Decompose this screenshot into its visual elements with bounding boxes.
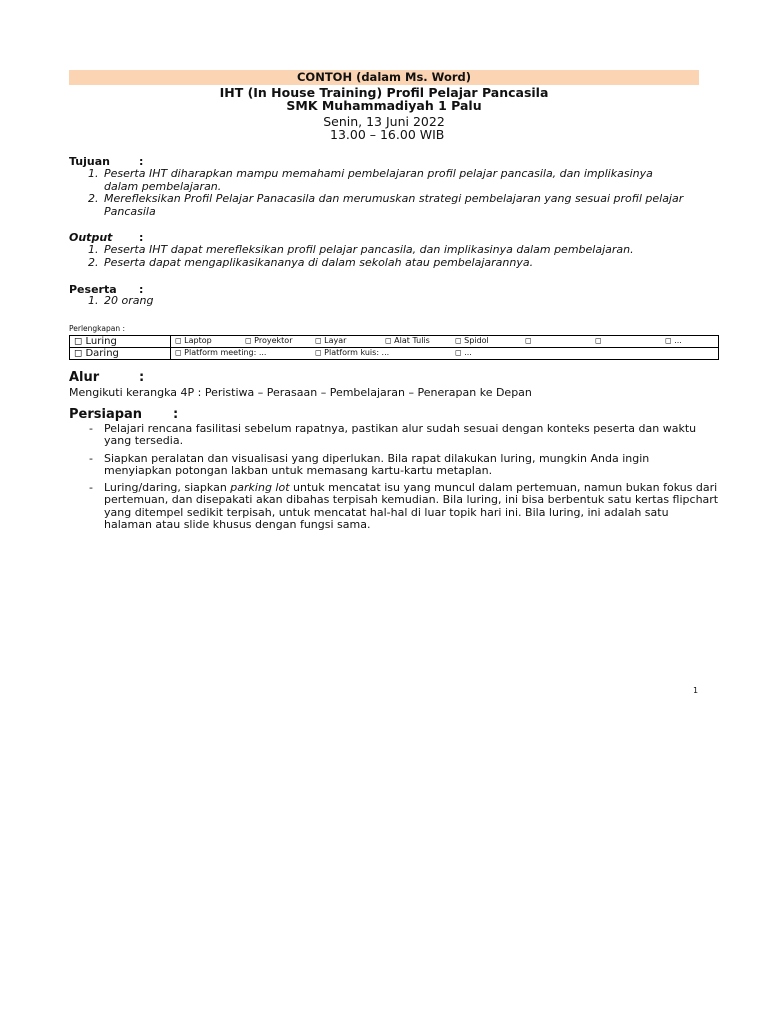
school-name: SMK Muhammadiyah 1 Palu	[286, 98, 482, 113]
luring-items-cell	[171, 336, 719, 348]
list-text: Siapkan peralatan dan visualisasi yang diperlukan. Bila rapat dilakukan luring, mungkin Anda ingin menyiapkan potongan lakban untuk memasang kartu-kartu metaplan.	[104, 451, 650, 477]
dash-bullet: -	[89, 422, 93, 435]
table-row	[70, 336, 719, 348]
daring-checkbox[interactable]: ◻ Daring	[70, 348, 171, 360]
alur-heading	[69, 370, 145, 385]
list-number: 1.	[88, 167, 99, 180]
daring-items-cell	[171, 348, 719, 360]
alur-label: Alur	[69, 370, 100, 385]
list-text: Peserta IHT diharapkan mampu memahami pembelajaran profil pelajar pancasila, dan implikasinya dalam pembelajaran.	[104, 167, 653, 193]
event-time: 13.00 – 16.00 WIB	[330, 127, 445, 142]
alur-colon: :	[139, 370, 145, 385]
platform-meeting-checkbox[interactable]: ◻ Platform meeting: ...	[175, 348, 267, 357]
document-title: IHT (In House Training) Profil Pelajar Pancasila	[219, 85, 549, 100]
tujuan-colon: :	[139, 155, 144, 168]
list-item	[69, 482, 719, 531]
persiapan-heading	[69, 407, 179, 422]
page-number: 1	[693, 686, 699, 695]
alat-tulis-checkbox[interactable]: ◻ Alat Tulis	[385, 336, 430, 345]
dash-bullet: -	[89, 481, 93, 495]
list-text: Pelajari rencana fasilitasi sebelum rapatnya, pastikan alur sudah sesuai dengan konteks peserta dan waktu yang tersedia.	[104, 422, 697, 448]
peserta-list	[69, 295, 689, 308]
list-number: 1.	[88, 243, 99, 256]
extra-checkbox[interactable]: ◻	[595, 336, 602, 345]
output-colon: :	[139, 231, 144, 244]
list-item	[69, 423, 719, 448]
list-number: 2.	[88, 255, 99, 269]
list-item	[69, 295, 689, 308]
other-checkbox[interactable]: ◻ ...	[455, 348, 472, 357]
alur-text: Mengikuti kerangka 4P : Peristiwa – Perasaan – Pembelajaran – Penerapan ke Depan	[69, 386, 532, 399]
equipment-table	[69, 335, 719, 360]
spidol-checkbox[interactable]: ◻ Spidol	[455, 336, 489, 345]
list-item	[69, 193, 689, 218]
layar-checkbox[interactable]: ◻ Layar	[315, 336, 347, 345]
event-date: Senin, 13 Juni 2022	[323, 114, 445, 129]
output-list	[69, 244, 689, 269]
tujuan-list	[69, 168, 689, 218]
list-number: 1.	[88, 294, 99, 307]
platform-kuis-checkbox[interactable]: ◻ Platform kuis: ...	[315, 348, 390, 357]
luring-checkbox[interactable]: ◻ Luring	[70, 336, 171, 348]
extra-checkbox[interactable]: ◻	[525, 336, 532, 345]
other-checkbox[interactable]: ◻ ...	[665, 336, 682, 345]
persiapan-colon: :	[173, 407, 179, 422]
list-text: Peserta IHT dapat merefleksikan profil pelajar pancasila, dan implikasinya dalam pembelajaran.	[104, 243, 634, 256]
list-item	[69, 168, 689, 193]
list-text-end: untuk mencatat isu yang muncul dalam pertemuan, namun bukan fokus dari pertemuan, dan disepakati akan dibahas terpisah kemudian. Bila luring, ini bisa berbentuk satu kertas flipchart yang ditempel sedikit terpisah, untuk mencatat hal-hal di luar topik hari ini. Bila luring, ini adalah satu halaman atau slide khusus dengan fungsi sama.	[104, 481, 719, 532]
dash-bullet: -	[89, 451, 93, 465]
peserta-colon: :	[139, 283, 144, 296]
list-text: Merefleksikan Profil Pelajar Panacasila dan merumuskan strategi pembelajaran yang sesuai profil pelajar Pancasila	[104, 192, 684, 218]
persiapan-label: Persiapan	[69, 407, 143, 422]
parking-lot-term: parking lot	[230, 481, 290, 495]
list-text-start: Luring/daring, siapkan	[104, 481, 231, 495]
persiapan-list	[69, 423, 719, 536]
proyektor-checkbox[interactable]: ◻ Proyektor	[245, 336, 293, 345]
laptop-checkbox[interactable]: ◻ Laptop	[175, 336, 212, 345]
list-item	[69, 257, 689, 270]
perlengkapan-label: Perlengkapan :	[69, 324, 125, 333]
output-label: Output	[69, 231, 113, 244]
list-number: 2.	[88, 192, 99, 205]
list-item	[69, 453, 719, 478]
example-banner: CONTOH (dalam Ms. Word)	[69, 70, 699, 85]
table-row	[70, 348, 719, 360]
peserta-label: Peserta	[69, 283, 117, 296]
tujuan-label: Tujuan	[69, 155, 110, 168]
list-text: 20 orang	[104, 294, 154, 307]
list-text: Peserta dapat mengaplikasikananya di dalam sekolah atau pembelajarannya.	[104, 255, 534, 269]
